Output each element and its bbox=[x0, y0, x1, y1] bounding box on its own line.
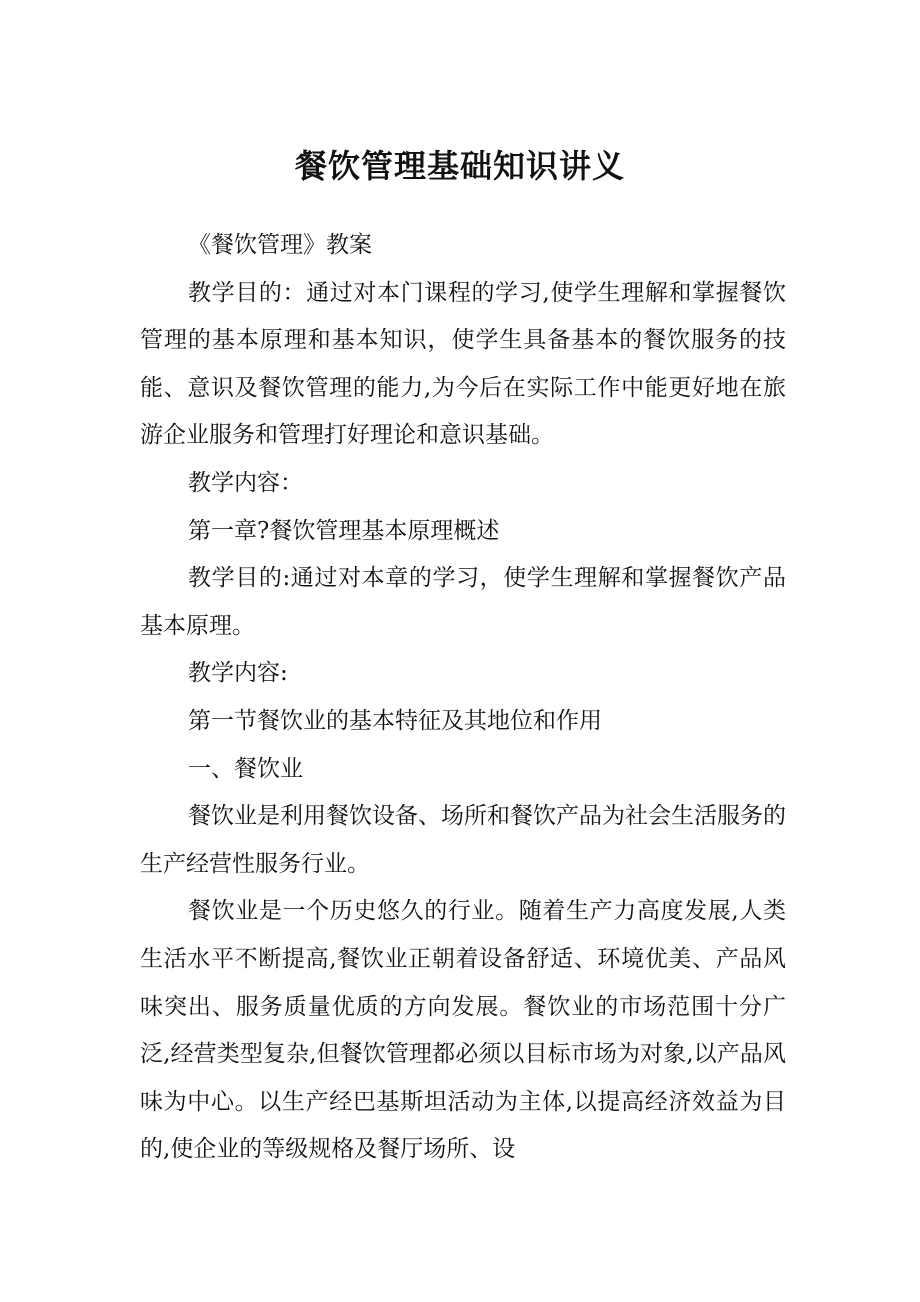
document-title: 餐饮管理基础知识讲义 bbox=[294, 147, 625, 185]
paragraph-chapter-objective: 教学目的:通过对本章的学习，使学生理解和掌握餐饮产品基本原理。 bbox=[140, 565, 786, 639]
paragraph-definition: 餐饮业是利用餐饮设备、场所和餐饮产品为社会生活服务的生产经营性服务行业。 bbox=[140, 803, 786, 877]
paragraph-course-objective: 教学目的：通过对本门课程的学习,使学生理解和掌握餐饮管理的基本原理和基本知识，使学生具备基本的餐饮服务的技能、意识及餐饮管理的能力,为今后在实际工作中能更好地在旅游企业服务和管理打好理论和意识基础。 bbox=[140, 279, 786, 449]
section-heading: 第一节餐饮业的基本特征及其地位和作用 bbox=[188, 707, 602, 734]
paragraph-chapter-content-heading: 教学内容: bbox=[188, 660, 288, 687]
document-body bbox=[140, 222, 786, 1174]
paragraph-course-plan: 《餐饮管理》教案 bbox=[188, 232, 372, 258]
subsection-heading: 一、餐饮业 bbox=[188, 755, 303, 782]
paragraph-course-content-heading: 教学内容： bbox=[188, 469, 303, 496]
chapter-heading: 第一章?餐饮管理基本原理概述 bbox=[188, 517, 500, 544]
paragraph-industry-overview: 餐饮业是一个历史悠久的行业。随着生产力高度发展,人类生活水平不断提高,餐饮业正朝着设备舒适、环境优美、产品风味突出、服务质量优质的方向发展。餐饮业的市场范围十分广泛,经营类型复杂,但餐饮管理都必须以目标市场为对象,以产品风味为中心。以生产经巴基斯坦活动为主体,以提高经济效益为目的,使企业的等级规格及餐厅场所、设 bbox=[140, 898, 786, 1163]
